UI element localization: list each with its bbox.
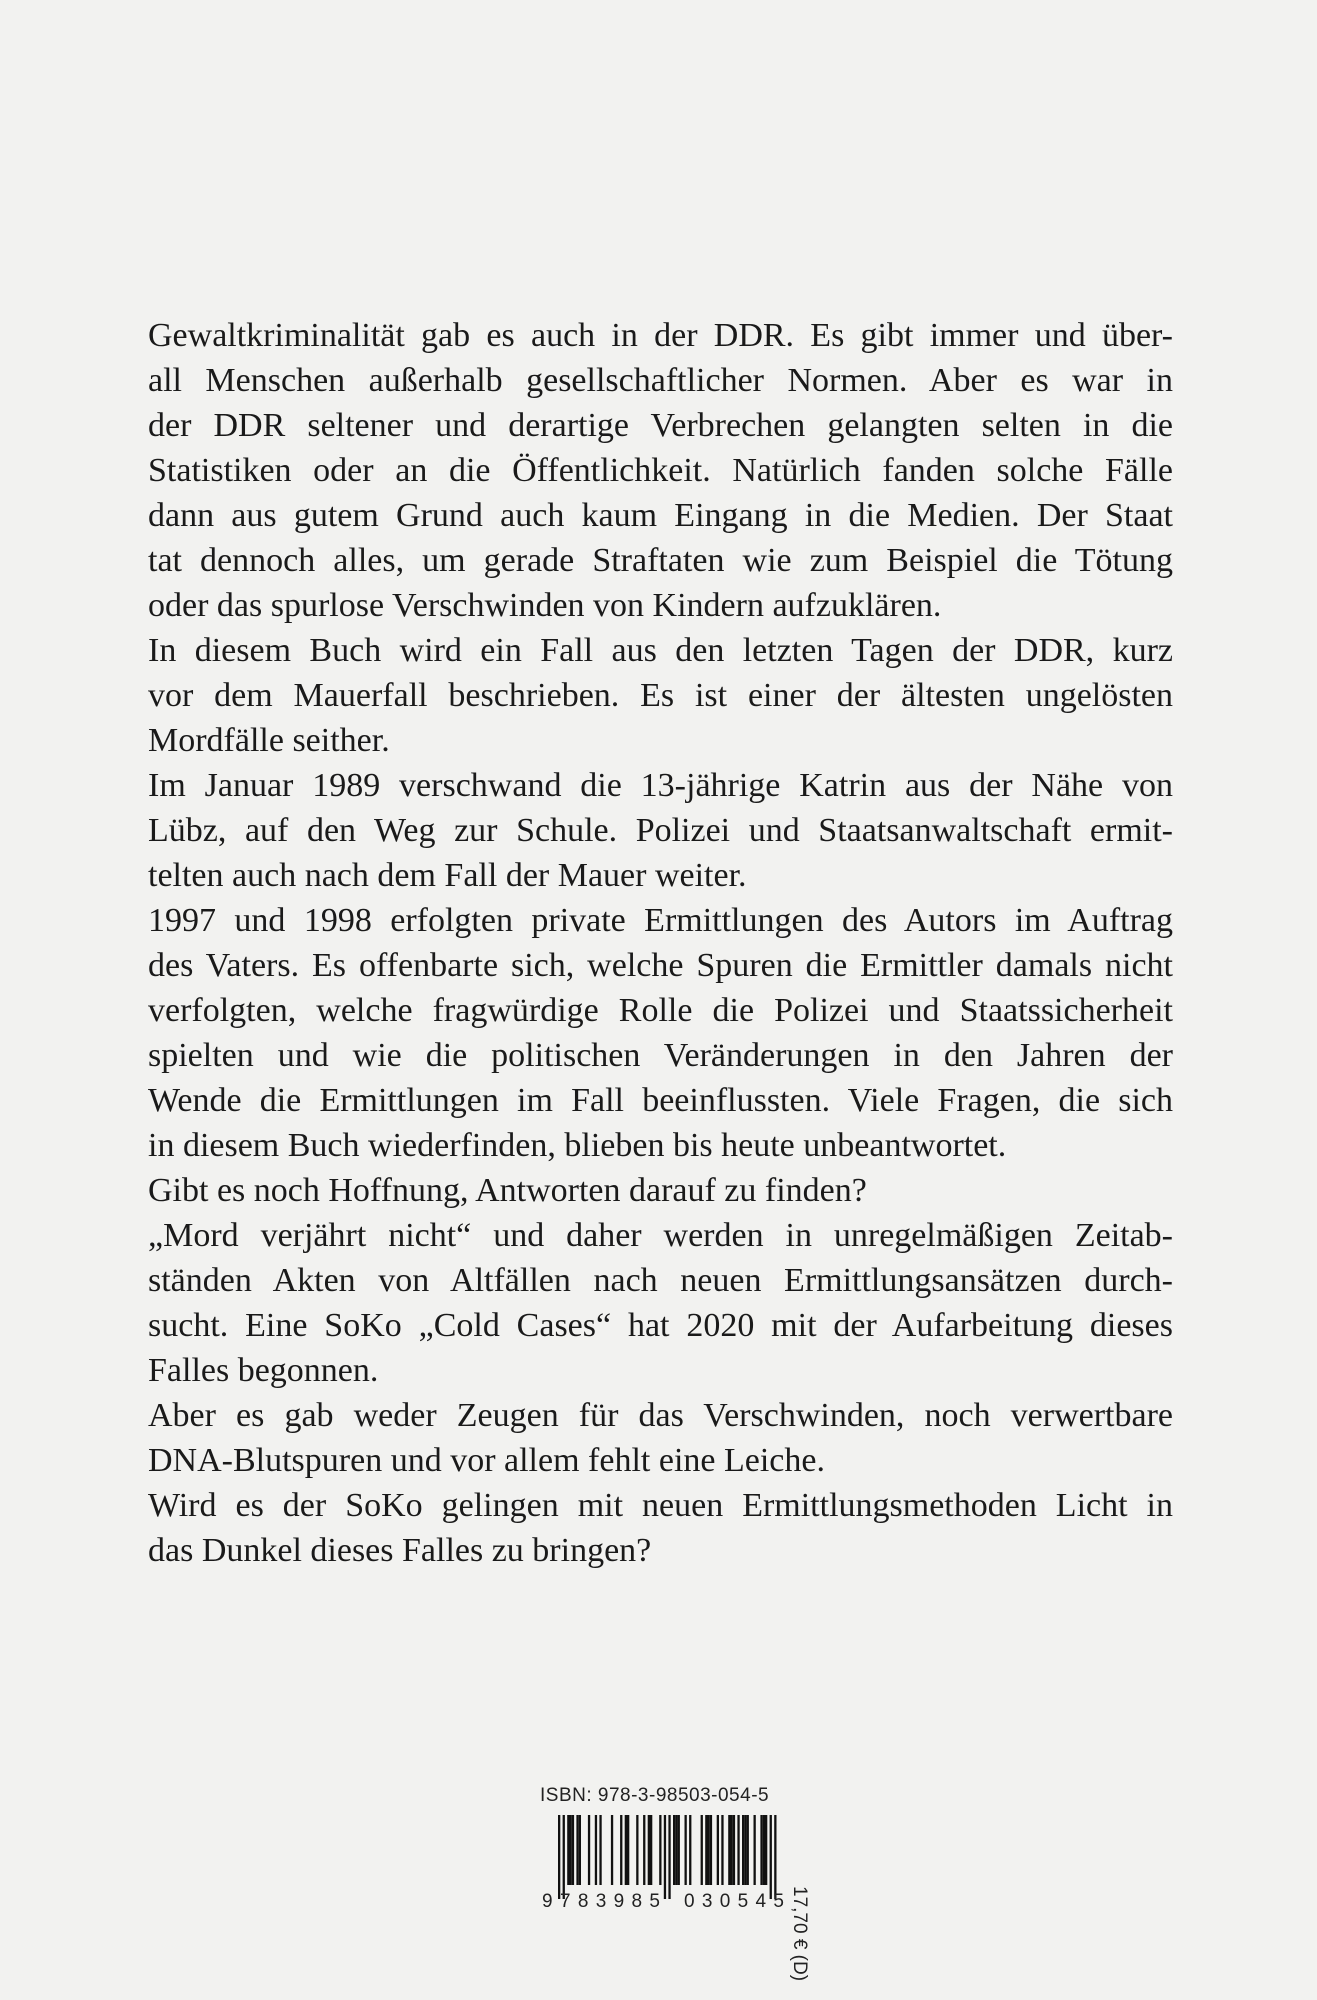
text-line: in diesem Buch wiederfinden, blieben bis heute unbeantwortet. [148,1127,1007,1164]
barcode-digits-left: 783985 [560,1891,660,1911]
barcode-bar [747,1815,749,1885]
barcode [538,1815,800,1911]
barcode-bar [689,1815,691,1885]
barcode-bar [664,1815,666,1899]
barcode-bar [673,1815,675,1885]
text-line: Wird es der SoKo gelingen mit neuen Ermittlungsmethoden Licht in [148,1487,1173,1524]
barcode-bar [731,1815,733,1885]
text-line: In diesem Buch wird ein Fall aus den letzten Tagen der DDR, kurz [148,632,1173,669]
text-line: Falles begonnen. [148,1352,379,1389]
text-line: Lübz, auf den Weg zur Schule. Polizei und Staatsanwaltschaft ermit- [148,812,1173,849]
isbn-block [538,1783,803,1911]
text-line: 1997 und 1998 erfolgten private Ermittlungen des Autors im Auftrag [148,902,1173,939]
barcode-bar [760,1815,762,1885]
barcode-bar [721,1815,723,1885]
text-line: all Menschen außerhalb gesellschaftlicher Normen. Aber es war in [148,362,1173,399]
paragraph [148,1168,1173,1213]
text-line: ständen Akten von Altfällen nach neuen Ermittlungsansätzen durch- [148,1262,1173,1299]
barcode-bar [708,1815,710,1885]
barcode-bar [595,1815,597,1885]
barcode-digit-prefix: 9 [542,1891,553,1911]
barcode-bar [710,1815,712,1885]
barcode-bar [611,1815,613,1885]
barcode-digits-right: 030545 [684,1891,784,1911]
back-cover-blurb [148,313,1173,1573]
barcode-bar [588,1815,590,1885]
barcode-bar [627,1815,629,1885]
barcode-bar [701,1815,703,1885]
paragraph [148,1393,1173,1483]
barcode-bar [567,1815,569,1885]
paragraph [148,898,1173,1168]
barcode-bar [685,1815,687,1885]
text-line: telten auch nach dem Fall der Mauer weiter. [148,857,747,894]
barcode-bar [659,1815,661,1885]
text-line: oder das spurlose Verschwinden von Kindern aufzuklären. [148,587,942,624]
barcode-bar [625,1815,627,1885]
barcode-bar [668,1815,670,1899]
barcode-bar [705,1815,707,1885]
barcode-bar [558,1815,560,1899]
barcode-bar [620,1815,622,1885]
text-line: Gewaltkriminalität gab es auch in der DDR. Es gibt immer und über- [148,317,1173,354]
paragraph [148,628,1173,763]
text-line: Gibt es noch Hoffnung, Antworten darauf zu finden? [148,1172,867,1209]
text-line: dann aus gutem Grund auch kaum Eingang in die Medien. Der Staat [148,497,1173,534]
text-line: „Mord verjährt nicht“ und daher werden in unregelmäßigen Zeitab- [148,1217,1173,1254]
text-line: sucht. Eine SoKo „Cold Cases“ hat 2020 mit der Aufarbeitung dieses [148,1307,1173,1344]
barcode-bar [648,1815,650,1885]
text-line: das Dunkel dieses Falles zu bringen? [148,1532,652,1569]
price-label: 17,70 € (D) [789,1886,810,1982]
barcode-bar [774,1815,776,1899]
barcode-bar [576,1815,578,1885]
barcode-bar [763,1815,765,1885]
barcode-bar [765,1815,767,1885]
barcode-bar [563,1815,565,1899]
barcode-bar [643,1815,645,1885]
barcode-bar [678,1815,680,1885]
isbn-label: ISBN: 978-3-98503-054-5 [540,1785,770,1806]
text-line: Mordfälle seither. [148,722,390,759]
paragraph [148,1483,1173,1573]
barcode-bar [599,1815,601,1885]
barcode-bar [742,1815,744,1885]
text-line: DNA-Blutspuren und vor allem fehlt eine Leiche. [148,1442,825,1479]
text-line: tat dennoch alles, um gerade Straftaten wie zum Beispiel die Tötung [148,542,1173,579]
paragraph [148,313,1173,628]
barcode-bar [728,1815,730,1885]
text-line: Aber es gab weder Zeugen für das Verschwinden, noch verwertbare [148,1397,1173,1434]
text-line: spielten und wie die politischen Veränderungen in den Jahren der [148,1037,1173,1074]
text-line: vor dem Mauerfall beschrieben. Es ist einer der ältesten ungelösten [148,677,1173,714]
text-line: Wende die Ermittlungen im Fall beeinflussten. Viele Fragen, die sich [148,1082,1173,1119]
barcode-bar [770,1815,772,1899]
barcode-bar [733,1815,735,1885]
barcode-bar [737,1815,739,1885]
barcode-bar [717,1815,719,1885]
text-line: Statistiken oder an die Öffentlichkeit. Natürlich fanden solche Fälle [148,452,1173,489]
text-line: der DDR seltener und derartige Verbrechen gelangten selten in die [148,407,1173,444]
barcode-bar [754,1815,756,1885]
barcode-bar [675,1815,677,1885]
barcode-bar [744,1815,746,1885]
text-line: Im Januar 1989 verschwand die 13-jährige Katrin aus der Nähe von [148,767,1173,804]
barcode-bar [572,1815,574,1885]
barcode-bar [579,1815,581,1885]
paragraph [148,1213,1173,1393]
text-line: des Vaters. Es offenbarte sich, welche Spuren die Ermittler damals nicht [148,947,1173,984]
text-line: verfolgten, welche fragwürdige Rolle die Polizei und Staatssicherheit [148,992,1173,1029]
barcode-bar [650,1815,652,1885]
barcode-bar [636,1815,638,1885]
paragraph [148,763,1173,898]
barcode-bar [570,1815,572,1885]
